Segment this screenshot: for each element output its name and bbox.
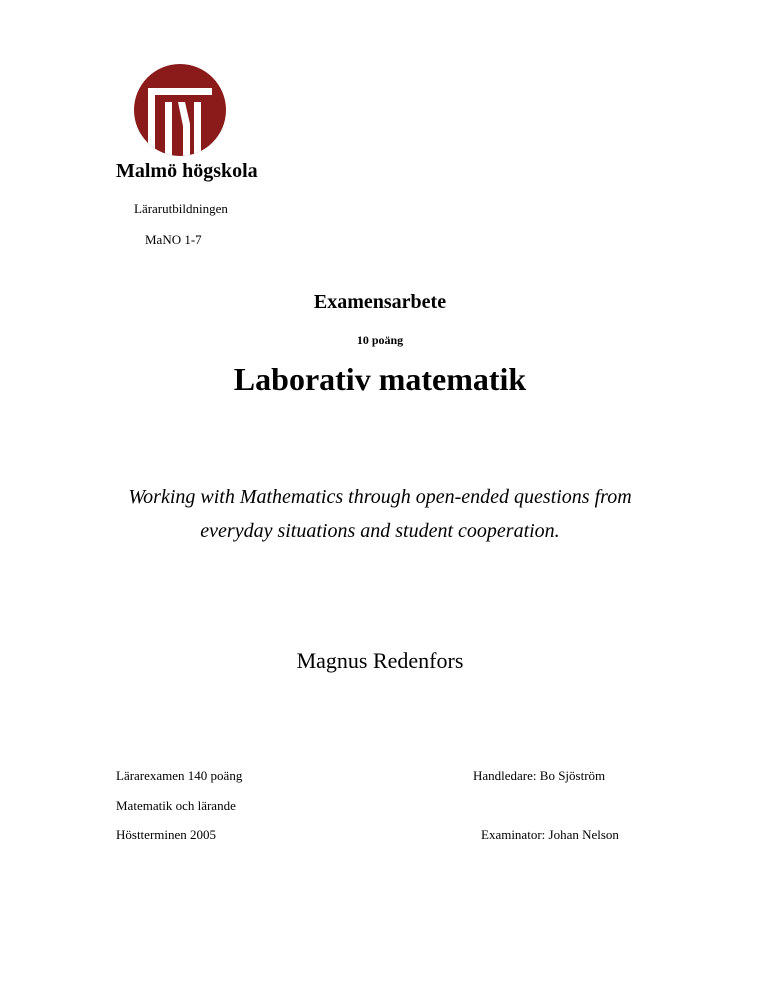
degree-info: Lärarexamen 140 poäng: [116, 768, 243, 783]
supervisor-info: Handledare: Bo Sjöström: [473, 768, 606, 783]
subject-info: Matematik och lärande: [116, 798, 236, 813]
examiner-info: Examinator: Johan Nelson: [481, 827, 619, 842]
subtitle-line-2: everyday situations and student cooperation.: [200, 520, 560, 542]
term-info: Höstterminen 2005: [116, 827, 217, 842]
credits: 10 poäng: [356, 333, 404, 347]
institution-name: Malmö högskola: [116, 160, 258, 182]
university-logo-icon: [134, 64, 226, 156]
author-name: Magnus Redenfors: [296, 648, 464, 673]
program-name: MaNO 1-7: [145, 232, 202, 247]
document-type: Examensarbete: [313, 291, 447, 313]
thesis-subtitle: [0, 480, 760, 548]
department-name: Lärarutbildningen: [134, 201, 228, 216]
subtitle-line-1: Working with Mathematics through open-ended questions from: [128, 486, 632, 508]
thesis-title: Laborativ matematik: [233, 361, 527, 397]
